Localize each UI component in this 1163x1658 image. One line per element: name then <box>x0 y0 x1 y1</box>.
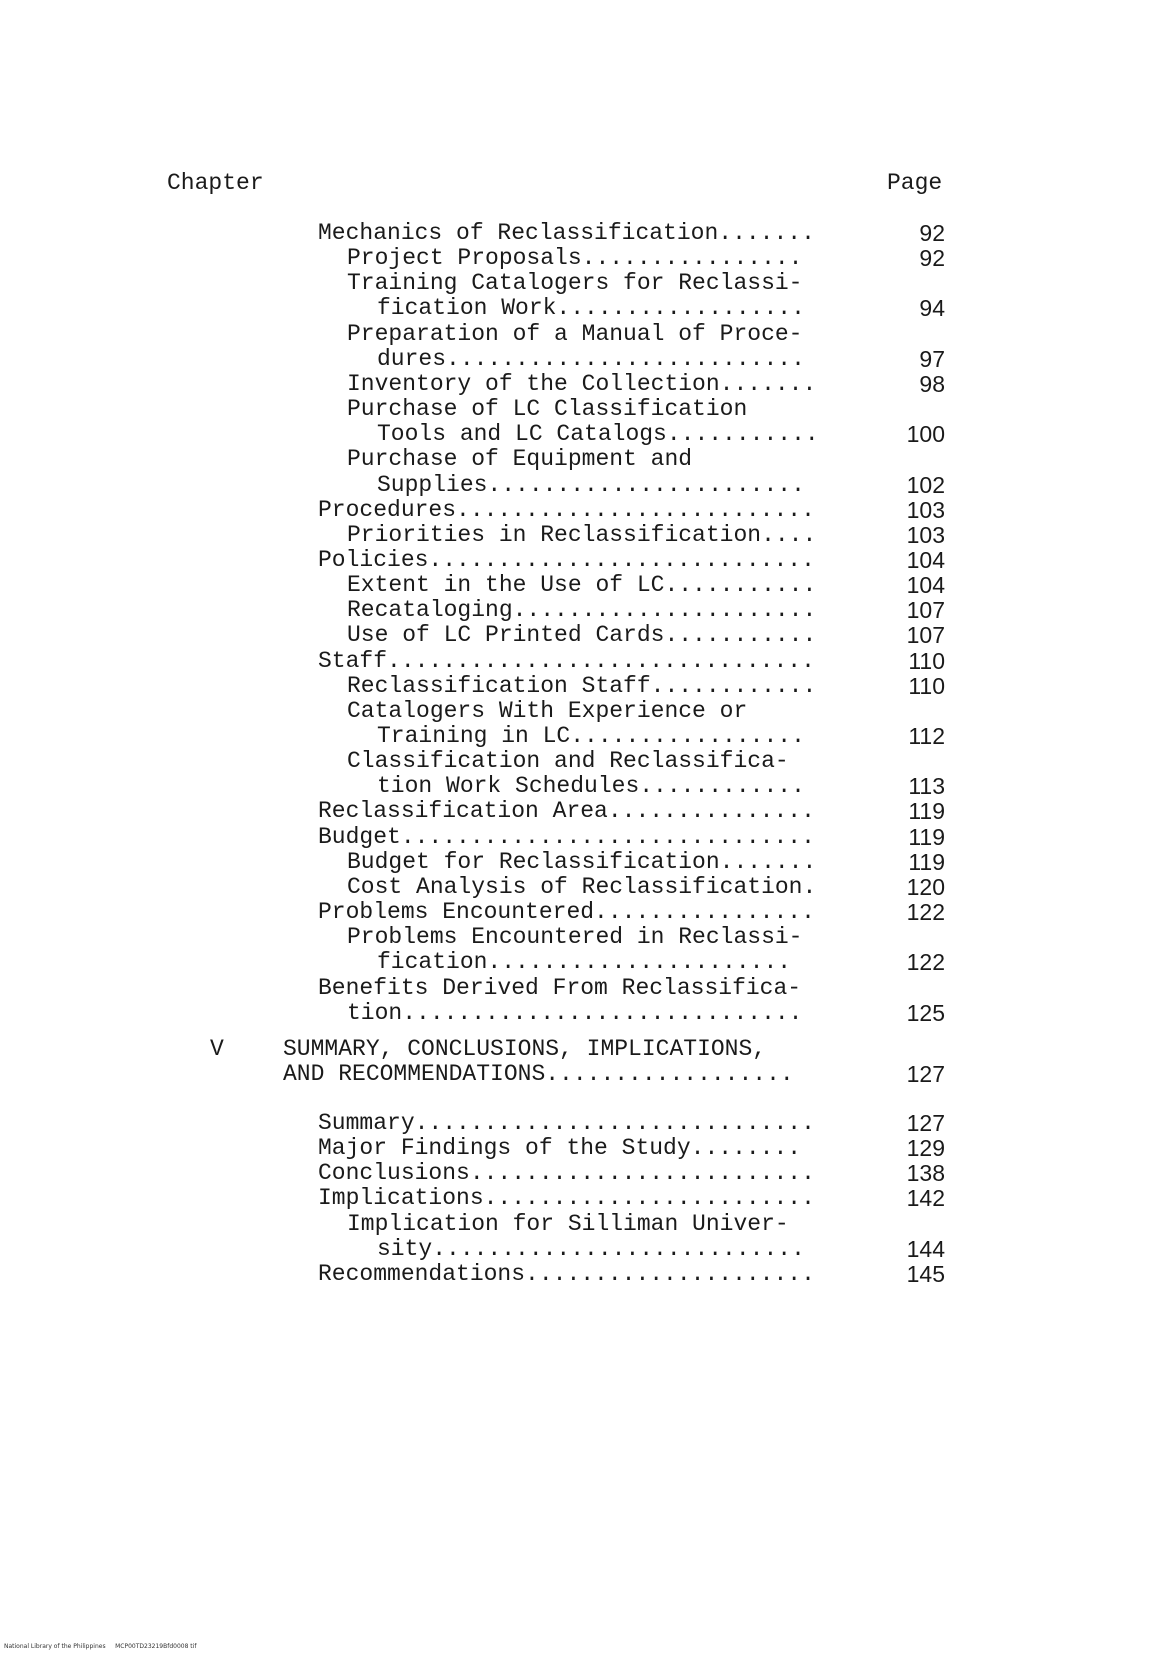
toc-entry-page: 138 <box>906 1160 945 1187</box>
toc-entry-page: 100 <box>906 421 945 448</box>
toc-entry-page: 98 <box>919 370 945 397</box>
toc-entry-page: 127 <box>906 1110 945 1136</box>
toc-entry-page: 97 <box>919 345 945 372</box>
toc-entry-text: Supplies....................... <box>377 471 805 498</box>
toc-entry-text: Budget.............................. <box>318 823 815 850</box>
toc-entry-page: 107 <box>906 597 945 624</box>
toc-entry-page: 103 <box>906 521 945 548</box>
toc-entry-page: 92 <box>919 220 945 246</box>
chapter-number: V <box>210 1036 224 1062</box>
toc-entry-text: Reclassification Staff............ <box>347 672 817 699</box>
toc-entry-text: Procedures.......................... <box>318 496 815 523</box>
toc-entry-text: Problems Encountered in Reclassi- <box>347 924 803 951</box>
toc-entry-text: Reclassification Area............... <box>318 798 815 825</box>
toc-entry-page: 102 <box>906 471 945 498</box>
toc-entry-text: Training Catalogers for Reclassi- <box>347 270 803 297</box>
toc-entry-text: Implication for Silliman Univer- <box>347 1210 789 1237</box>
toc-entry-page: 119 <box>908 798 945 825</box>
toc-entry-page: 145 <box>906 1260 945 1287</box>
toc-entry-text: Conclusions......................... <box>318 1160 815 1187</box>
scan-footer: National Library of the Philippines MCP00TD23219Bfd0008 tif <box>4 1643 197 1650</box>
toc-entry-page: 92 <box>919 245 945 272</box>
toc-entry-text: Preparation of a Manual of Proce- <box>347 320 803 347</box>
toc-entry-page: 142 <box>906 1185 945 1212</box>
toc-entry-page: 125 <box>906 999 945 1026</box>
toc-entry-text: Use of LC Printed Cards........... <box>347 622 817 649</box>
toc-entry-text: Tools and LC Catalogs........... <box>377 421 819 448</box>
toc-entry-text: Catalogers With Experience or <box>347 697 748 724</box>
toc-entry-text: Classification and Reclassifica- <box>347 748 789 775</box>
toc-entry-text: tion............................. <box>347 999 803 1026</box>
toc-entry-page: 104 <box>906 572 945 599</box>
toc-entry-page: 110 <box>908 672 945 699</box>
toc-entry-text: fication...................... <box>377 949 792 976</box>
toc-entry-text: Summary............................. <box>318 1110 815 1136</box>
toc-entry-text: Benefits Derived From Reclassifica- <box>318 974 802 1001</box>
toc-entry-text: Inventory of the Collection....... <box>347 370 817 397</box>
toc-entry-text: Major Findings of the Study........ <box>318 1135 802 1162</box>
toc-entry-page: 103 <box>906 496 945 523</box>
toc-entry-text: Purchase of LC Classification <box>347 396 748 423</box>
toc-entry-text: Mechanics of Reclassification....... <box>318 220 815 246</box>
toc-entry-text: Cost Analysis of Reclassification. <box>347 873 817 900</box>
toc-entry-text: Budget for Reclassification....... <box>347 848 817 875</box>
chapter-title-line2: AND RECOMMENDATIONS.................. <box>283 1061 794 1087</box>
chapter-page-number: 127 <box>906 1061 945 1087</box>
toc-entry-text: dures.......................... <box>377 345 805 372</box>
toc-entry-text: Recataloging...................... <box>347 597 817 624</box>
toc-entry-text: tion Work Schedules............ <box>377 773 805 800</box>
toc-entry-page: 129 <box>906 1135 945 1162</box>
toc-entry-page: 110 <box>908 647 945 674</box>
toc-entry-page: 104 <box>906 546 945 573</box>
toc-entry-text: Extent in the Use of LC........... <box>347 572 817 599</box>
toc-entry-page: 144 <box>906 1235 945 1262</box>
toc-entry-page: 107 <box>906 622 945 649</box>
toc-entry-page: 120 <box>906 873 945 900</box>
toc-entry-text: Staff............................... <box>318 647 815 674</box>
toc-entry-page: 119 <box>908 823 945 850</box>
toc-entry-page: 122 <box>906 949 945 976</box>
toc-entry-page: 122 <box>906 899 945 926</box>
toc-entry-text: Implications........................ <box>318 1185 815 1212</box>
page-column-header: Page <box>887 170 943 196</box>
toc-entry-text: Policies............................ <box>318 546 815 573</box>
toc-entry-text: Problems Encountered................ <box>318 899 815 926</box>
toc-entry-text: Project Proposals................ <box>347 245 803 272</box>
toc-entry-text: Purchase of Equipment and <box>347 446 693 473</box>
toc-entry-text: fication Work.................. <box>377 295 805 322</box>
chapter-title-line1: SUMMARY, CONCLUSIONS, IMPLICATIONS, <box>283 1036 767 1062</box>
toc-entry-text: sity........................... <box>377 1235 805 1262</box>
toc-entry-text: Recommendations..................... <box>318 1260 815 1287</box>
toc-entry-page: 119 <box>908 848 945 875</box>
chapter-column-header: Chapter <box>167 170 264 196</box>
toc-entry-page: 113 <box>908 773 945 800</box>
toc-entry-text: Training in LC................. <box>377 723 805 749</box>
toc-entry-page: 94 <box>919 295 945 322</box>
toc-entry-page: 112 <box>908 723 945 749</box>
toc-entry-text: Priorities in Reclassification.... <box>347 521 817 548</box>
